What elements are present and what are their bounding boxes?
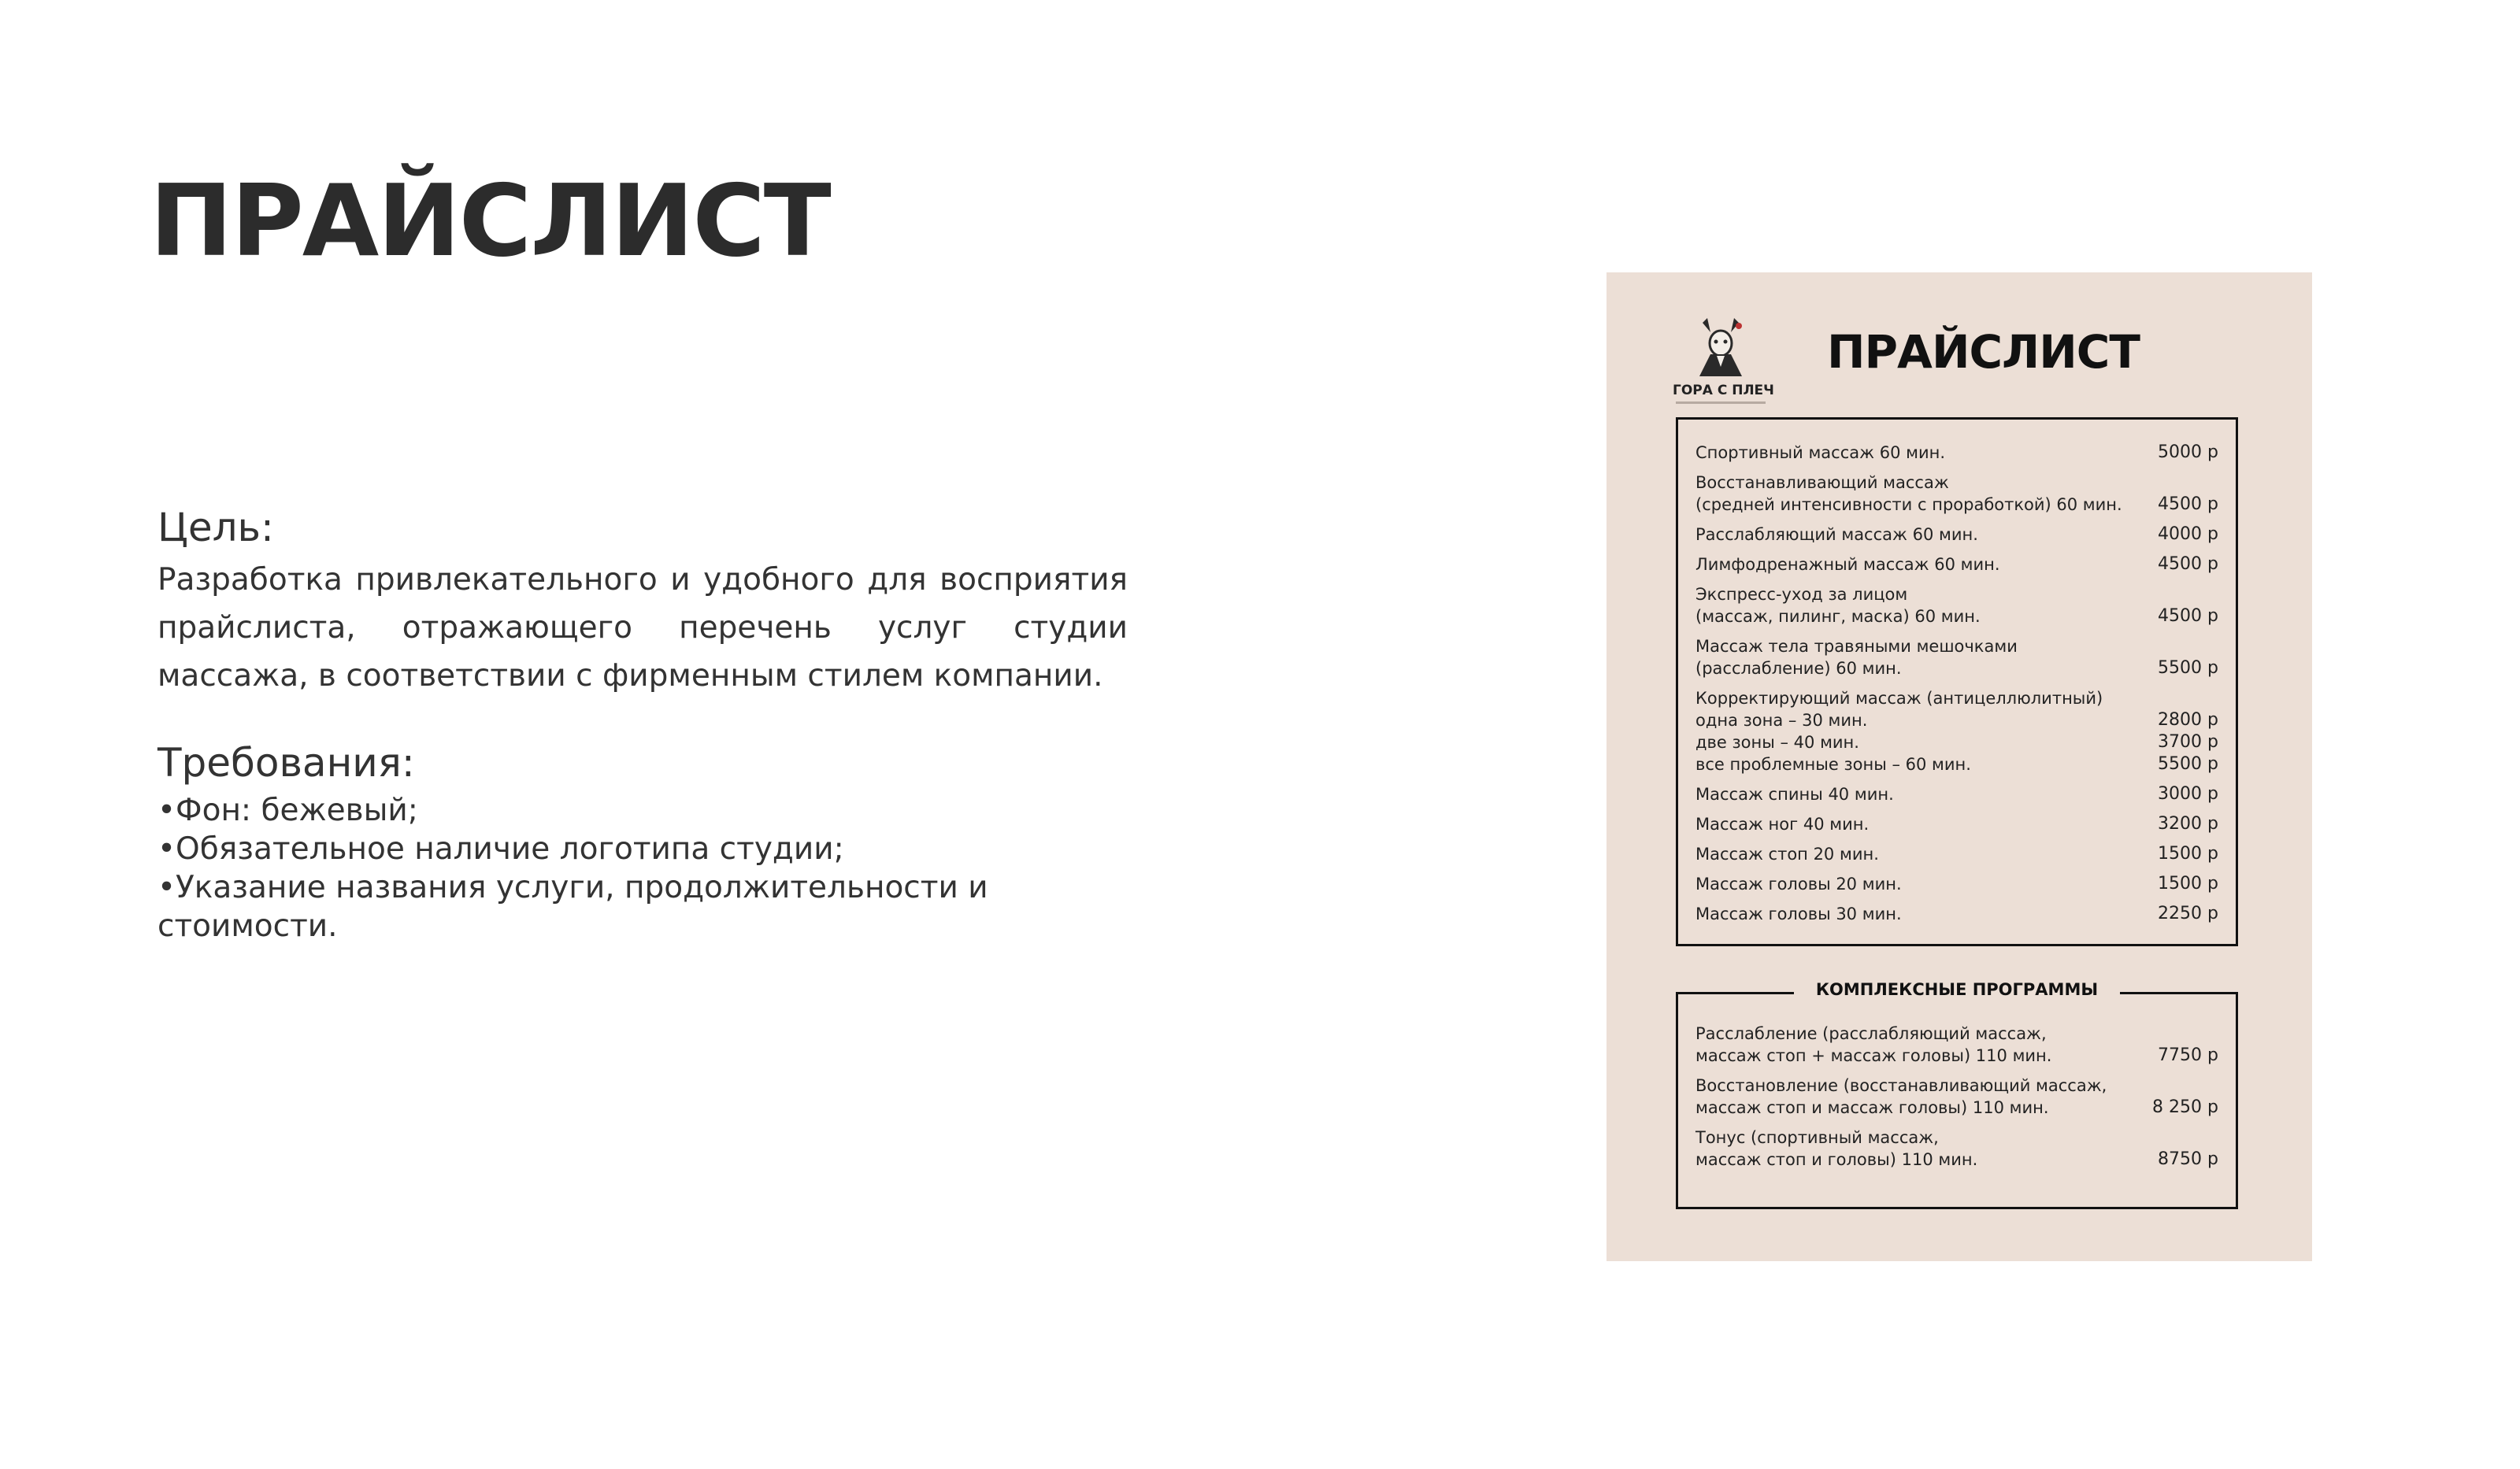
price-row — [1695, 583, 2218, 627]
price-row — [1695, 1075, 2218, 1119]
service-price: 2250 р — [2158, 904, 2218, 923]
service-prices — [2158, 442, 2218, 464]
logo-name: ГОРА С ПЛЕЧ — [1673, 383, 1774, 398]
service-line: все проблемные зоны – 60 мин. — [1695, 755, 1971, 774]
service-name — [1695, 583, 2136, 627]
service-line: Восстанавливающий массаж — [1695, 473, 1949, 492]
service-prices — [2158, 1045, 2218, 1067]
service-name — [1695, 1127, 2136, 1171]
programs-box — [1676, 980, 2238, 1209]
price-row — [1695, 1023, 2218, 1067]
service-name — [1695, 813, 2136, 835]
price-row — [1695, 783, 2218, 805]
pricelist-poster — [1606, 272, 2312, 1261]
requirements-heading: Требования: — [158, 740, 415, 786]
service-line: (расслабление) 60 мин. — [1695, 659, 1902, 678]
service-name — [1695, 843, 2136, 865]
price-row — [1695, 553, 2218, 575]
service-name — [1695, 1075, 2136, 1119]
service-line: массаж стоп + массаж головы) 110 мин. — [1695, 1046, 2052, 1065]
service-line: две зоны – 40 мин. — [1695, 733, 1859, 752]
programs-heading: КОМПЛЕКСНЫЕ ПРОГРАММЫ — [1678, 980, 2236, 999]
service-price: 4500 р — [2158, 554, 2218, 574]
service-price: 5000 р — [2158, 442, 2218, 462]
service-line: Массаж головы 20 мин. — [1695, 875, 1902, 894]
service-line: Массаж тела травяными мешочками — [1695, 637, 2018, 656]
mascot-logo-icon — [1693, 312, 1748, 381]
service-prices — [2158, 494, 2218, 516]
service-price: 3200 р — [2158, 814, 2218, 834]
service-prices — [2158, 813, 2218, 835]
service-name — [1695, 687, 2136, 775]
service-name — [1695, 903, 2136, 925]
service-price: 4000 р — [2158, 524, 2218, 544]
service-prices — [2158, 1149, 2218, 1171]
programs-list — [1695, 1023, 2218, 1171]
price-row — [1695, 1127, 2218, 1171]
service-prices — [2158, 657, 2218, 679]
service-prices — [2158, 843, 2218, 865]
price-row — [1695, 813, 2218, 835]
studio-logo — [1673, 312, 1774, 414]
service-price: 7750 р — [2158, 1045, 2218, 1065]
service-line: Лимфодренажный массаж 60 мин. — [1695, 555, 2000, 574]
service-prices — [2158, 873, 2218, 895]
price-row — [1695, 524, 2218, 546]
service-price: 1500 р — [2158, 874, 2218, 894]
service-name — [1695, 472, 2136, 516]
service-line: (массаж, пилинг, маска) 60 мин. — [1695, 607, 1981, 626]
service-line: Восстановление (восстанавливающий массаж, — [1695, 1076, 2107, 1095]
service-prices — [2158, 524, 2218, 546]
service-line: (средней интенсивности с проработкой) 60 мин. — [1695, 495, 2122, 514]
service-price: 2800 р — [2158, 710, 2218, 730]
service-line: одна зона – 30 мин. — [1695, 711, 1868, 730]
service-line: Массаж ног 40 мин. — [1695, 815, 1870, 834]
service-prices — [2158, 605, 2218, 627]
service-price: 1500 р — [2158, 844, 2218, 864]
service-line: Массаж стоп 20 мин. — [1695, 845, 1879, 864]
price-row — [1695, 442, 2218, 464]
service-line: Расслабляющий массаж 60 мин. — [1695, 525, 1978, 544]
price-row — [1695, 873, 2218, 895]
service-prices — [2152, 1097, 2218, 1119]
service-prices — [2158, 903, 2218, 925]
service-line: Массаж головы 30 мин. — [1695, 905, 1902, 923]
service-prices — [2158, 709, 2218, 775]
service-name — [1695, 873, 2136, 895]
service-line: Тонус (спортивный массаж, — [1695, 1128, 1939, 1147]
service-price: 3700 р — [2158, 732, 2218, 752]
requirement-item: •Обязательное наличие логотипа студии; — [158, 831, 844, 867]
service-prices — [2158, 553, 2218, 575]
service-name — [1695, 442, 2136, 464]
service-price: 4500 р — [2158, 606, 2218, 626]
services-box — [1676, 417, 2238, 946]
service-price: 3000 р — [2158, 784, 2218, 804]
service-name — [1695, 1023, 2136, 1067]
service-price: 4500 р — [2158, 494, 2218, 514]
requirement-item: •Фон: бежевый; — [158, 793, 418, 828]
service-line: массаж стоп и массаж головы) 110 мин. — [1695, 1098, 2049, 1117]
service-line: массаж стоп и головы) 110 мин. — [1695, 1150, 1978, 1169]
project-brief — [158, 504, 1128, 945]
requirements-list — [158, 791, 1128, 945]
service-line: Массаж спины 40 мин. — [1695, 785, 1894, 804]
service-name — [1695, 524, 2136, 546]
service-line: Расслабление (расслабляющий массаж, — [1695, 1024, 2047, 1043]
requirement-item: •Указание названия услуги, продолжительности и стоимости. — [158, 870, 988, 944]
price-row — [1695, 903, 2218, 925]
page-title: ПРАЙСЛИСТ — [150, 163, 830, 279]
service-price: 5500 р — [2158, 754, 2218, 774]
logo-tagline-line — [1676, 401, 1766, 404]
service-prices — [2158, 783, 2218, 805]
poster-title: ПРАЙСЛИСТ — [1827, 325, 2140, 379]
goal-text: Разработка привлекательного и удобного для восприятия прайслиста, отражающего перечень услуг студии массажа, в соответствии с фирменным стилем компании. — [158, 562, 1128, 694]
service-price: 8750 р — [2158, 1149, 2218, 1169]
price-row — [1695, 472, 2218, 516]
service-name — [1695, 783, 2136, 805]
price-row — [1695, 843, 2218, 865]
service-name — [1695, 635, 2136, 679]
service-line: Корректирующий массаж (антицеллюлитный) — [1695, 689, 2103, 708]
price-row — [1695, 635, 2218, 679]
service-name — [1695, 553, 2136, 575]
price-row — [1695, 687, 2218, 775]
goal-heading: Цель: — [158, 505, 274, 550]
service-line: Экспресс-уход за лицом — [1695, 585, 1908, 604]
service-price: 5500 р — [2158, 658, 2218, 678]
service-price: 8 250 р — [2152, 1097, 2218, 1117]
service-line: Спортивный массаж 60 мин. — [1695, 443, 1946, 462]
